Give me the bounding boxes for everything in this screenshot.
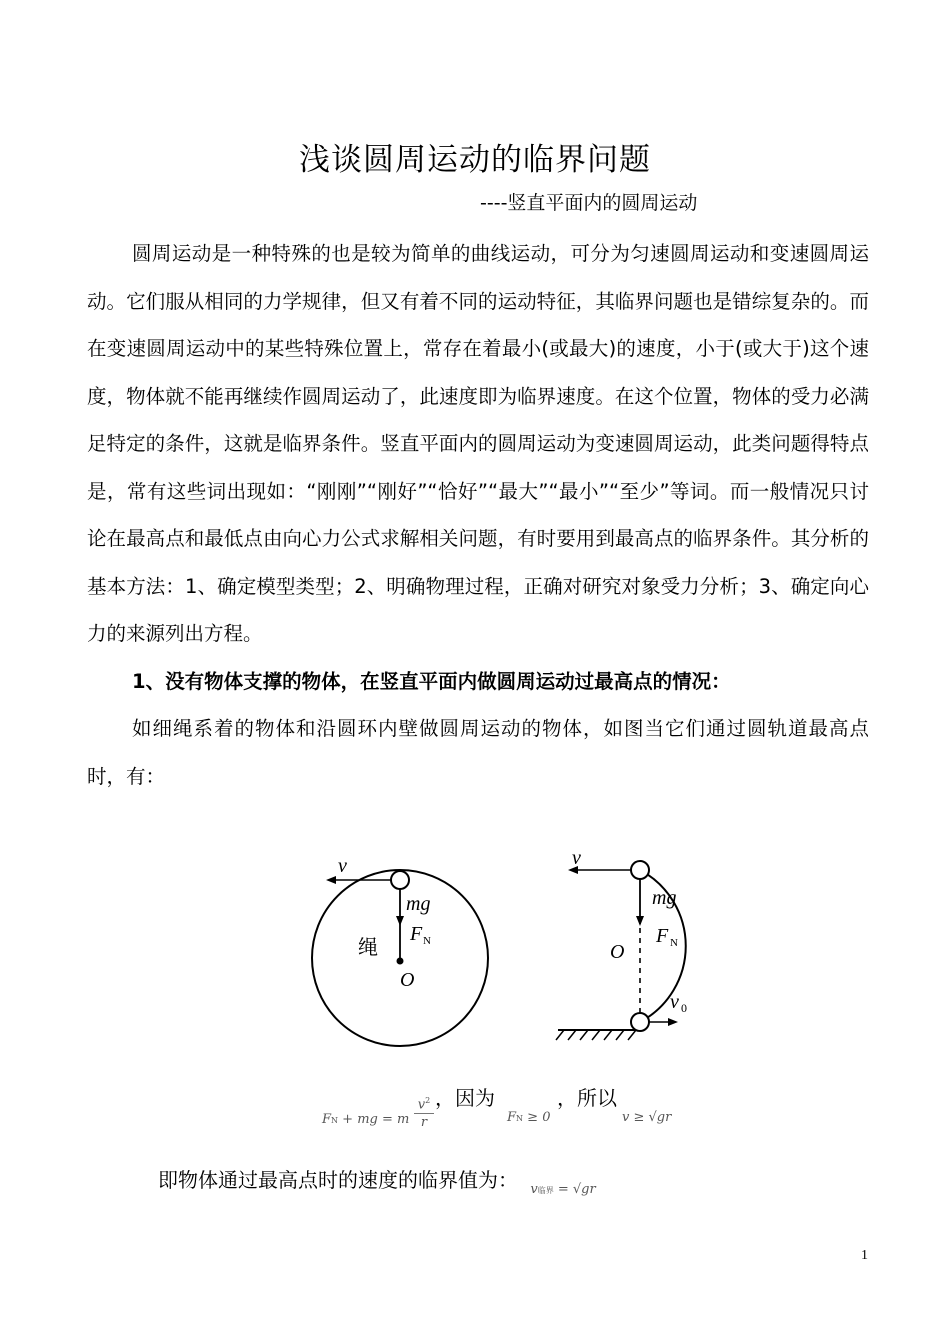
track-v-label: v [572,848,581,869]
rope-ball [391,871,409,889]
intro-paragraph: 圆周运动是一种特殊的也是较为简单的曲线运动，可分为匀速圆周运动和变速圆周运动。它们服从相同的力学规律，但又有着不同的运动特征，其临界问题也是错综复杂的。而在变速圆周运动中的某些特殊位置上，常存在着最小(或最大)的速度，小于(或大于)这个速度，物体就不能再继续作圆周运动了，此速度即为临界速度。在这个位置，物体的受力必满足特定的条件，这就是临界条件。竖直平面内的圆周运动为变速圆周运动，此类问题得特点是，常有这些词出现如：“刚刚”“刚好”“恰好”“最大”“最小”“至少”等词。而一般情况只讨论在最高点和最低点由向心力公式求解相关问题，有时要用到最高点的临界条件。其分析的基本方法：1、确定模型类型；2、明确物理过程，正确对研究对象受力分析；3、确定向心力的来源列出方程。 [87,242,869,645]
conclusion-text: 即物体通过最高点时的速度的临界值为： [158,1168,518,1192]
eq2: FN ≥ 0 [507,1110,551,1125]
eq3: v ≥ √gr [622,1110,672,1125]
eq1: FN + mg = m [322,1112,410,1127]
track-model-diagram [556,848,687,1040]
eq1-fraction: $v^2$ r [414,1096,434,1130]
rope-mg-label: mg [406,893,431,915]
page-number: 1 [861,1248,868,1263]
circular-motion-figure [290,848,730,1048]
section-heading-text: 1、没有物体支撑的物体，在竖直平面内做圆周运动过最高点的情况： [132,669,731,693]
rope-force-arrowhead [396,916,404,926]
track-F-label: F [656,925,669,947]
example-paragraph: 如细绳系着的物体和沿圆环内壁做圆周运动的物体，如图当它们通过圆轨道最高点时，有： [87,717,869,788]
rope-velocity-arrowhead [326,876,336,884]
rope-center-point [397,958,404,965]
track-mg-label: mg [652,887,677,909]
track-top-ball [631,861,649,879]
track-v0-label: v [670,991,679,1013]
page-title: 浅谈圆周运动的临界问题 [299,142,651,178]
track-O-label: O [610,941,625,963]
rope-v-label: v [338,855,347,877]
track-force-arrowhead [636,916,644,926]
section-heading-1 [87,658,869,706]
rope-label: 绳 [358,935,378,959]
track-N-label: N [670,937,678,949]
critical-velocity: v临界 = √gr [530,1182,596,1197]
because-text: ，因为 [435,1086,495,1110]
page-subtitle: ----竖直平面内的圆周运动 [480,192,698,214]
conclusion-line [158,1164,596,1197]
so-text: ，所以 [557,1086,617,1110]
rope-O-label: O [400,969,415,991]
rope-model-diagram [312,855,488,1046]
document-body [87,230,869,800]
track-bottom-ball [631,1013,649,1031]
track-velocity-bottom-arrowhead [668,1018,678,1026]
ground-hatch [556,1030,636,1040]
formula-line [0,1082,950,1142]
track-v0-sub: 0 [681,1001,687,1015]
rope-F-label: F [410,923,423,945]
rope-N-label: N [423,935,431,947]
